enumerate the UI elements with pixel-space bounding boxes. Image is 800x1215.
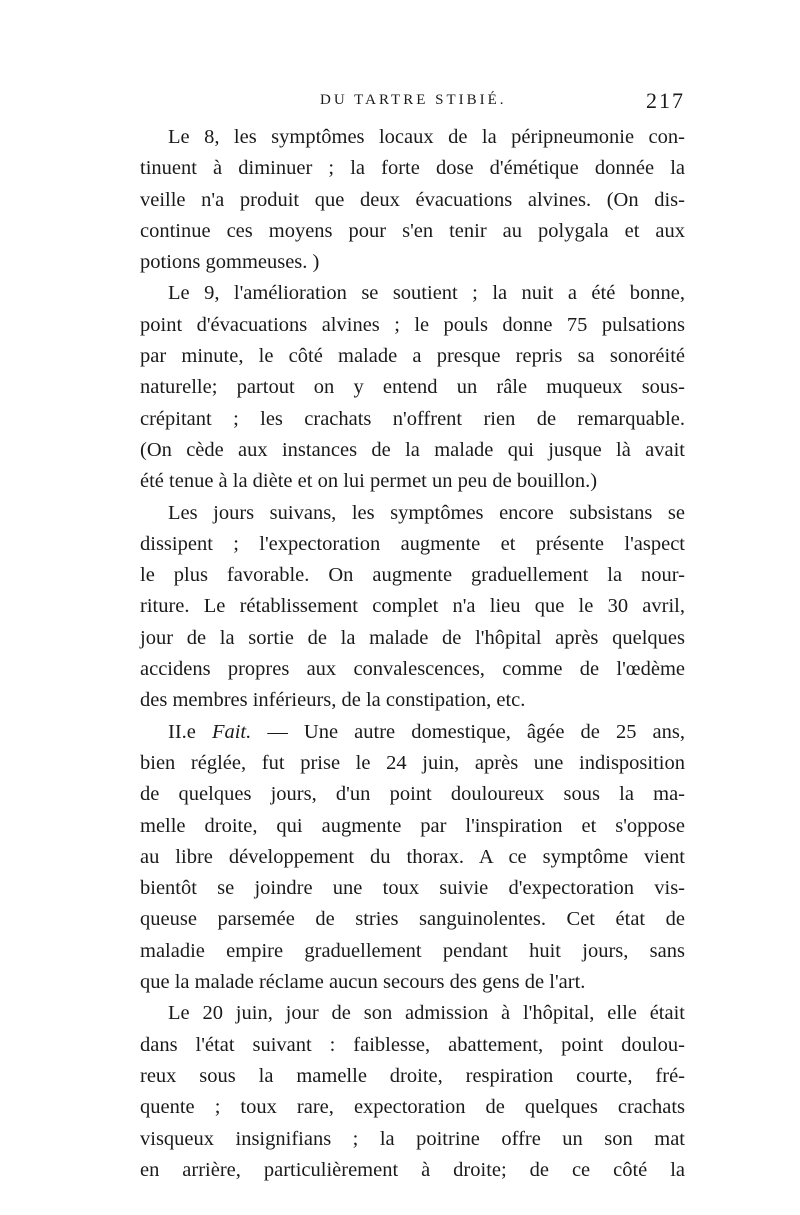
text-line: au libre développement du thorax. A ce symptôme vient — [140, 845, 685, 868]
text-line: Le 9, l'amélioration se soutient ; la nuit a été bonne, — [168, 282, 685, 305]
text-line: visqueux insignifians ; la poitrine offre un son mat — [140, 1127, 685, 1150]
body-text — [140, 122, 685, 1186]
text-line: été tenue à la diète et on lui permet un peu de bouillon.) — [140, 470, 598, 493]
text-line: quente ; toux rare, expectoration de quelques crachats — [140, 1096, 685, 1119]
text-line: reux sous la mamelle droite, respiration courte, fré- — [140, 1064, 685, 1087]
text-line: maladie empire graduellement pendant huit jours, sans — [140, 939, 685, 962]
text-line: dans l'état suivant : faiblesse, abattement, point doulou- — [140, 1033, 685, 1056]
text-line: melle droite, qui augmente par l'inspiration et s'oppose — [140, 814, 685, 837]
text-line: des membres inférieurs, de la constipation, etc. — [140, 689, 526, 712]
text-line: crépitant ; les crachats n'offrent rien de remarquable. — [140, 407, 685, 430]
text-line: naturelle; partout on y entend un râle muqueux sous- — [140, 376, 685, 399]
text-line: de quelques jours, d'un point douloureux sous la ma- — [140, 783, 685, 806]
text-line: par minute, le côté malade a presque repris sa sonoréité — [140, 345, 685, 368]
text-line: (On cède aux instances de la malade qui jusque là avait — [140, 438, 685, 461]
fait-label: Fait. — [211, 720, 252, 743]
text-line: point d'évacuations alvines ; le pouls donne 75 pulsations — [140, 313, 685, 336]
text-line: Le 8, les symptômes locaux de la péripneumonie con- — [168, 126, 685, 148]
page-number: 217 — [646, 88, 685, 113]
page-header — [140, 88, 685, 120]
text-line: le plus favorable. On augmente graduellement la nour- — [140, 564, 685, 587]
text-line: Le 20 juin, jour de son admission à l'hôpital, elle était — [168, 1002, 685, 1025]
text-line: en arrière, particulièrement à droite; de ce côté la — [140, 1158, 685, 1181]
text-line: bien réglée, fut prise le 24 juin, après une indisposition — [140, 751, 685, 774]
text-line: bientôt se joindre une toux suivie d'expectoration vis- — [140, 877, 685, 900]
text-line: II.e Fait. — Une autre domestique, âgée de 25 ans, — [168, 720, 685, 743]
text-line: potions gommeuses. ) — [140, 251, 320, 274]
text-line: continue ces moyens pour s'en tenir au polygala et aux — [140, 219, 685, 242]
text-line: accidens propres aux convalescences, comme de l'œdème — [140, 658, 685, 681]
text-line: tinuent à diminuer ; la forte dose d'émétique donnée la — [140, 157, 685, 180]
text-line: riture. Le rétablissement complet n'a lieu que le 30 avril, — [140, 595, 685, 618]
text-line: que la malade réclame aucun secours des gens de l'art. — [140, 971, 586, 994]
running-head: DU TARTRE STIBIÉ. — [320, 92, 507, 108]
text-line: veille n'a produit que deux évacuations alvines. (On dis- — [140, 188, 685, 211]
text-line: jour de la sortie de la malade de l'hôpital après quelques — [140, 626, 685, 649]
text-line: dissipent ; l'expectoration augmente et présente l'aspect — [140, 532, 685, 555]
text-line: Les jours suivans, les symptômes encore subsistans se — [168, 501, 685, 524]
text-line: queuse parsemée de stries sanguinolentes. Cet état de — [140, 908, 685, 931]
